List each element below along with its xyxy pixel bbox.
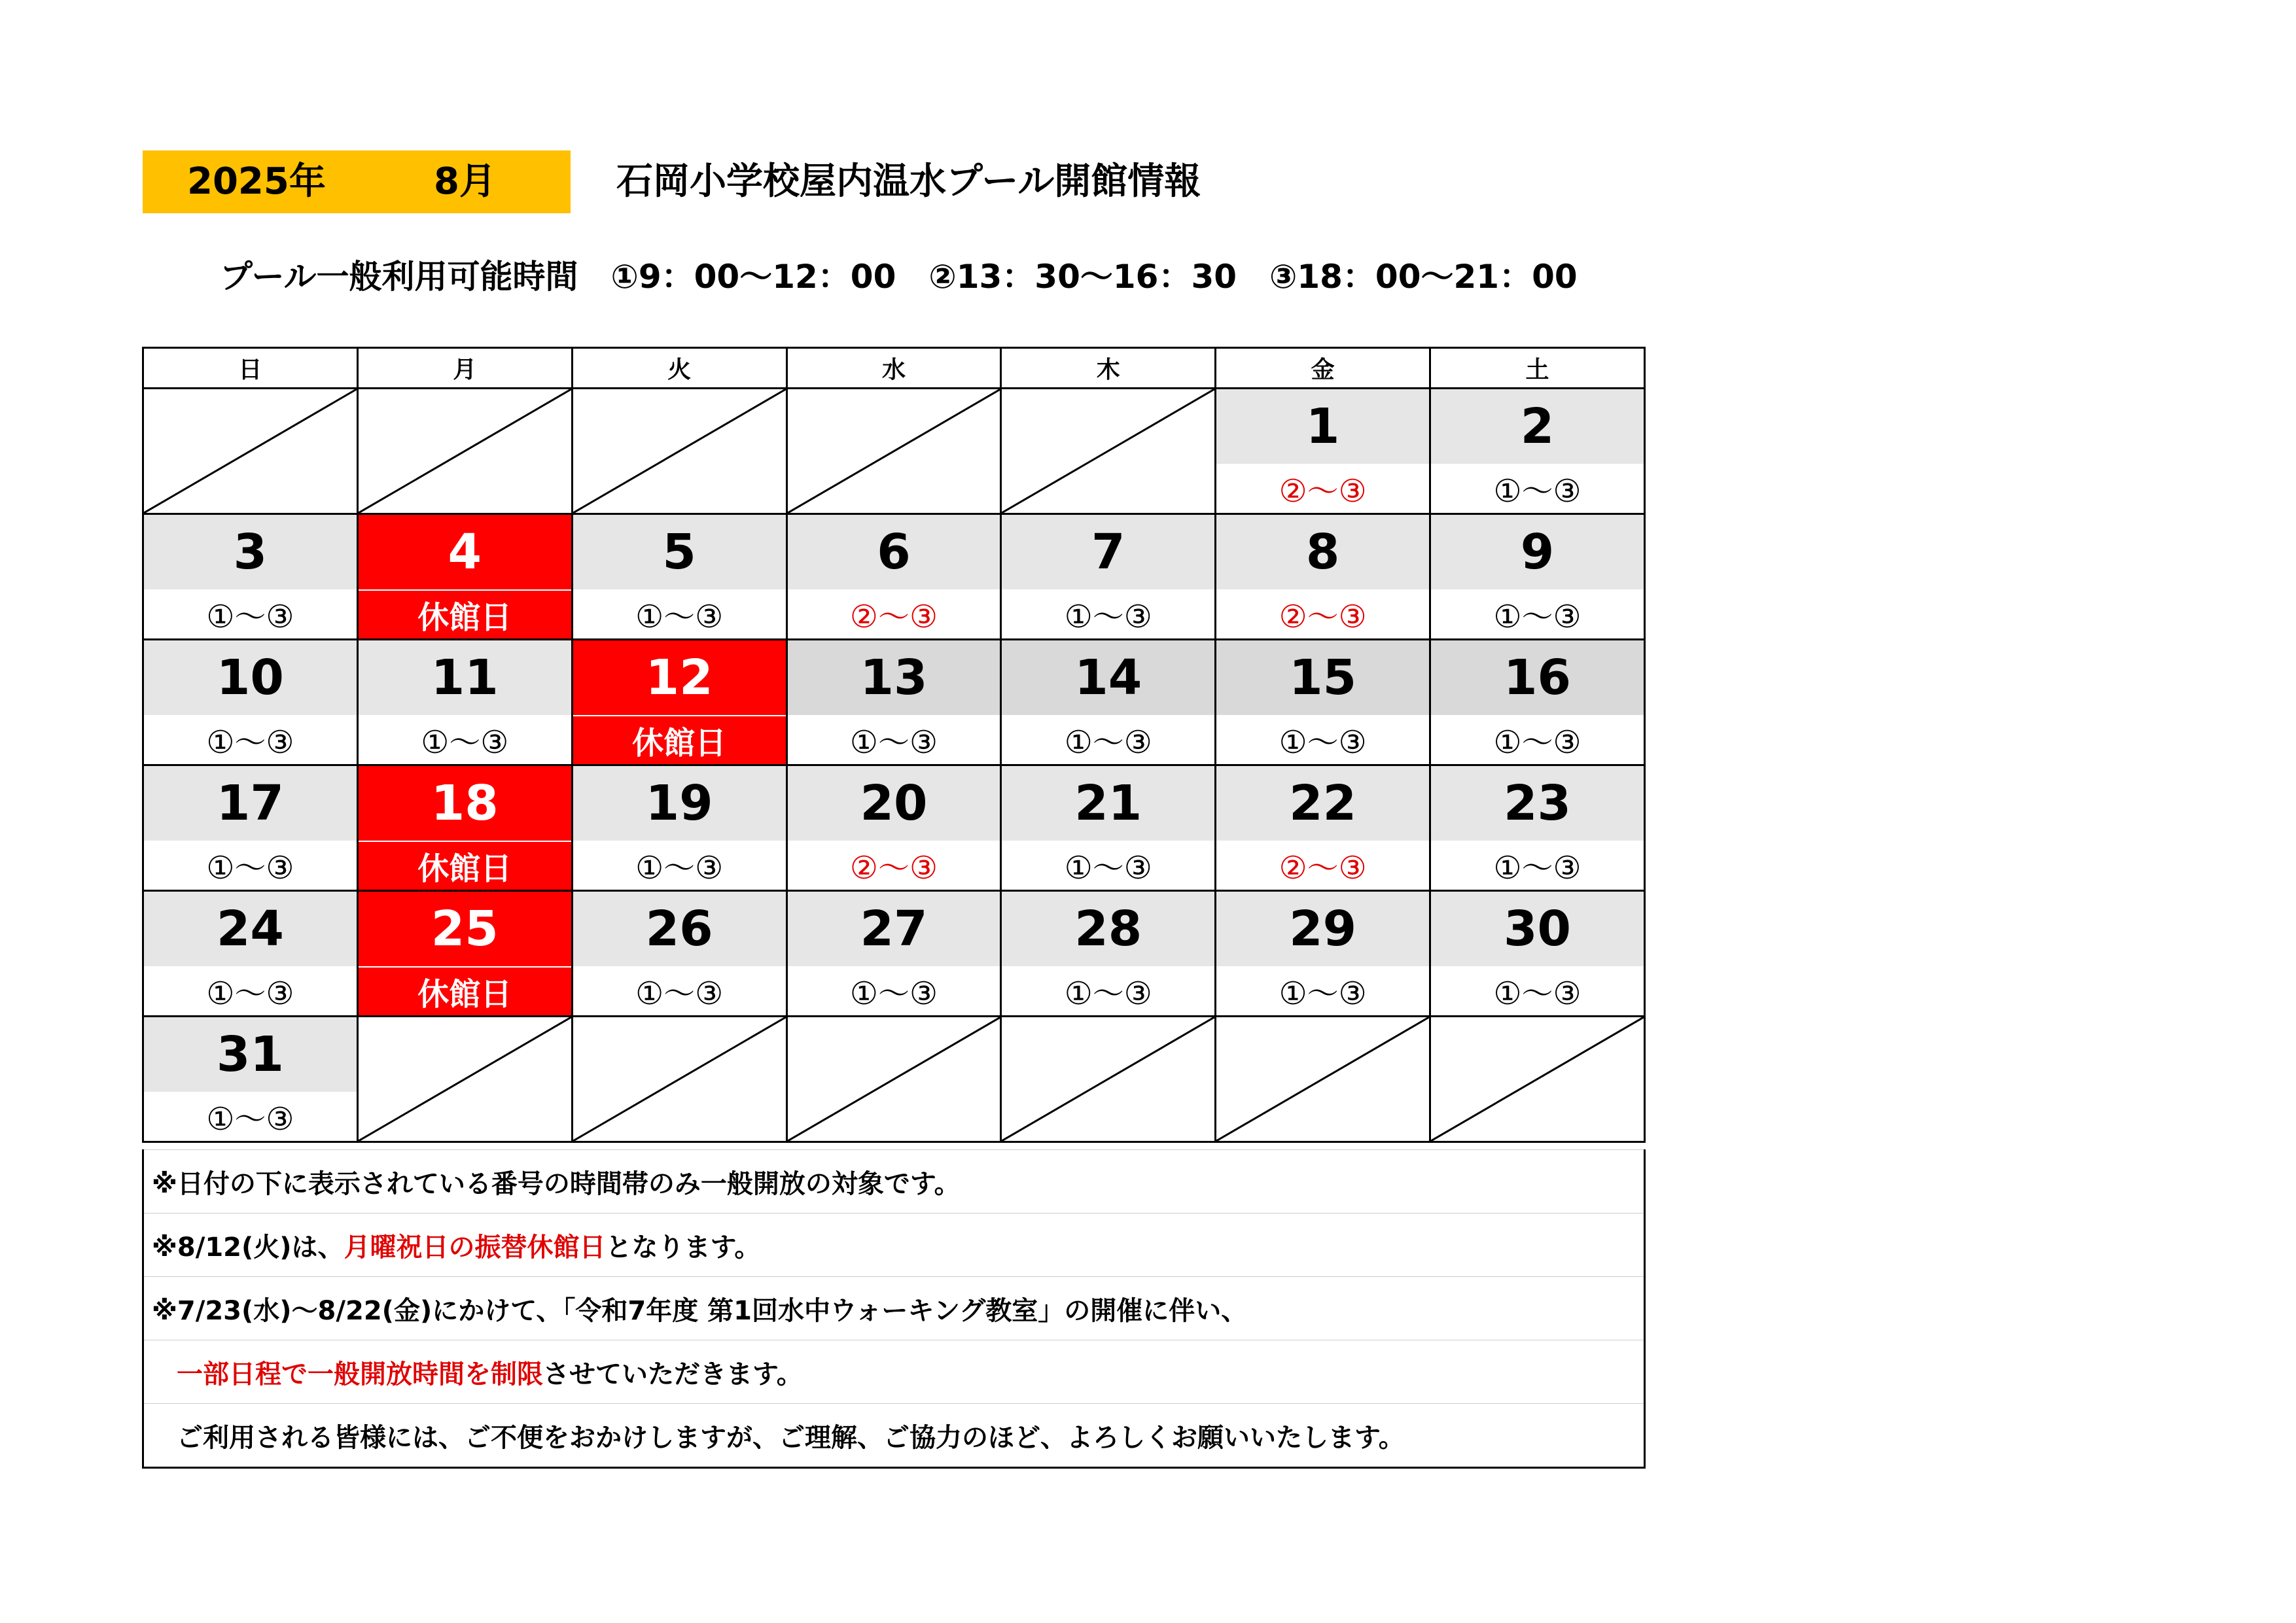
open-time-slots: ①～③ [1493, 724, 1581, 761]
weekday-sun: 日 [143, 348, 358, 389]
month-label: 8月 [434, 160, 496, 203]
day-cell [1216, 765, 1430, 891]
empty-day-slash [1431, 1017, 1644, 1141]
day-number: 18 [359, 766, 571, 842]
empty-day-slash [359, 1017, 571, 1141]
day-box [1431, 766, 1644, 890]
day-box [1216, 515, 1429, 638]
day-box [144, 640, 357, 764]
closed-day-label: 休館日 [573, 716, 786, 764]
empty-day-cell [357, 389, 572, 514]
day-box [1002, 766, 1214, 890]
open-time-slots: ②～③ [1279, 599, 1367, 635]
day-cell [786, 514, 1001, 640]
day-number: 23 [1431, 766, 1644, 841]
day-cell [357, 765, 572, 891]
open-time-slots: ①～③ [635, 975, 724, 1012]
day-number: 2 [1431, 389, 1644, 464]
open-time-slots: ①～③ [206, 850, 294, 886]
day-number: 15 [1216, 640, 1429, 715]
open-time-slots: ②～③ [849, 850, 938, 886]
day-number: 5 [573, 515, 786, 589]
empty-day-cell [1001, 1017, 1216, 1142]
calendar-week-row [143, 640, 1645, 765]
day-cell [1001, 640, 1216, 765]
day-box [573, 515, 786, 638]
day-number: 27 [788, 892, 1000, 966]
note-line-5: ご利用される皆様には、ご不便をおかけしますが、ご理解、ご協力のほど、よろしくお願いいたします。 [143, 1404, 1645, 1468]
day-box [788, 892, 1000, 1015]
day-cell [1430, 891, 1645, 1017]
empty-day-cell [786, 389, 1001, 514]
calendar-week-row [143, 1017, 1645, 1142]
open-time-slots: ①～③ [849, 975, 938, 1012]
day-cell [143, 765, 358, 891]
open-time-slots: ①～③ [206, 599, 294, 635]
day-cell [572, 514, 786, 640]
page-title: 石岡小学校屋内温水プール開館情報 [616, 160, 1201, 203]
day-number: 30 [1431, 892, 1644, 966]
calendar-body [143, 389, 1645, 1142]
open-time-slots: ①～③ [1064, 850, 1152, 886]
day-cell [1216, 514, 1430, 640]
day-number: 25 [359, 892, 571, 968]
empty-day-cell [1430, 1017, 1645, 1142]
day-number: 12 [573, 640, 786, 716]
note-line-3: ※7/23(水)～8/22(金)にかけて、「令和7年度 第1回水中ウォーキング教室」の開催に伴い、 [143, 1277, 1645, 1340]
day-box [1431, 515, 1644, 638]
day-box [573, 640, 786, 764]
note-line-2-highlight: 月曜祝日の振替休館日 [344, 1232, 606, 1263]
weekday-wed: 水 [786, 348, 1001, 389]
empty-day-cell [1216, 1017, 1430, 1142]
empty-day-slash [788, 389, 1000, 513]
day-cell [1216, 640, 1430, 765]
calendar-week-row [143, 891, 1645, 1017]
day-cell [1430, 640, 1645, 765]
day-cell [572, 640, 786, 765]
open-time-slots: ①～③ [635, 599, 724, 635]
open-time-slots: ①～③ [206, 724, 294, 761]
day-cell [1001, 891, 1216, 1017]
day-cell [572, 891, 786, 1017]
weekday-fri: 金 [1216, 348, 1430, 389]
pool-hours: プール一般利用可能時間 ①9：00～12：00 ②13：30～16：30 ③18：00～21：00 [220, 258, 1578, 296]
empty-day-cell [572, 389, 786, 514]
open-time-slots: ①～③ [635, 850, 724, 886]
day-cell [786, 640, 1001, 765]
day-number: 14 [1002, 640, 1214, 715]
day-number: 19 [573, 766, 786, 841]
day-box [359, 640, 571, 764]
day-cell [1430, 389, 1645, 514]
open-time-slots: ①～③ [1493, 975, 1581, 1012]
day-box [1002, 892, 1214, 1015]
closed-day-label: 休館日 [359, 591, 571, 638]
calendar-week-row [143, 765, 1645, 891]
day-box [788, 766, 1000, 890]
day-box [788, 640, 1000, 764]
open-time-slots: ①～③ [1064, 599, 1152, 635]
day-cell [143, 640, 358, 765]
year-month-banner [143, 150, 571, 213]
day-cell [357, 640, 572, 765]
day-cell [1430, 765, 1645, 891]
day-cell [786, 765, 1001, 891]
empty-day-cell [572, 1017, 786, 1142]
day-box [573, 766, 786, 890]
day-number: 13 [788, 640, 1000, 715]
empty-day-slash [1002, 1017, 1214, 1141]
day-number: 31 [144, 1017, 357, 1092]
day-number: 21 [1002, 766, 1214, 841]
day-box [1002, 640, 1214, 764]
open-time-slots: ②～③ [1279, 850, 1367, 886]
day-number: 1 [1216, 389, 1429, 464]
closed-day-label: 休館日 [359, 842, 571, 890]
day-number: 6 [788, 515, 1000, 589]
day-cell [1430, 514, 1645, 640]
day-cell [786, 891, 1001, 1017]
empty-day-cell [143, 389, 358, 514]
open-time-slots: ①～③ [1064, 724, 1152, 761]
day-box [1216, 766, 1429, 890]
day-cell [1216, 891, 1430, 1017]
day-number: 24 [144, 892, 357, 966]
day-box [359, 892, 571, 1015]
day-box [1216, 892, 1429, 1015]
day-cell [1001, 765, 1216, 891]
day-box [144, 892, 357, 1015]
open-time-slots: ①～③ [1493, 473, 1581, 510]
day-number: 8 [1216, 515, 1429, 589]
open-time-slots: ①～③ [206, 975, 294, 1012]
note-line-2 [143, 1213, 1645, 1277]
day-box [144, 1017, 357, 1141]
weekday-thu: 木 [1001, 348, 1216, 389]
day-cell [143, 514, 358, 640]
open-time-slots: ①～③ [1279, 975, 1367, 1012]
empty-day-slash [573, 1017, 786, 1141]
day-number: 9 [1431, 515, 1644, 589]
day-cell [357, 891, 572, 1017]
empty-day-slash [1216, 1017, 1429, 1141]
day-cell [143, 1017, 358, 1142]
open-time-slots: ②～③ [1279, 473, 1367, 510]
note-line-2-post: となります。 [605, 1232, 761, 1263]
notes-table [142, 1149, 1646, 1469]
day-number: 29 [1216, 892, 1429, 966]
empty-day-cell [1001, 389, 1216, 514]
day-cell [143, 891, 358, 1017]
empty-day-slash [1002, 389, 1214, 513]
day-cell [1001, 514, 1216, 640]
open-time-slots: ①～③ [1279, 724, 1367, 761]
day-number: 7 [1002, 515, 1214, 589]
day-box [144, 515, 357, 638]
open-time-slots: ①～③ [1493, 850, 1581, 886]
day-box [573, 892, 786, 1015]
weekday-sat: 土 [1430, 348, 1645, 389]
day-box [1002, 515, 1214, 638]
day-box [1216, 389, 1429, 513]
note-line-4 [143, 1340, 1645, 1404]
empty-day-cell [357, 1017, 572, 1142]
open-time-slots: ①～③ [1493, 599, 1581, 635]
day-number: 20 [788, 766, 1000, 841]
weekday-header-row [143, 348, 1645, 389]
day-box [788, 515, 1000, 638]
day-number: 3 [144, 515, 357, 589]
day-box [1431, 389, 1644, 513]
day-cell [1216, 389, 1430, 514]
day-box [1431, 892, 1644, 1015]
empty-day-slash [359, 389, 571, 513]
day-number: 11 [359, 640, 571, 715]
open-time-slots: ①～③ [1064, 975, 1152, 1012]
day-number: 26 [573, 892, 786, 966]
open-time-slots: ①～③ [849, 724, 938, 761]
day-number: 10 [144, 640, 357, 715]
day-number: 17 [144, 766, 357, 841]
day-box [1216, 640, 1429, 764]
open-time-slots: ②～③ [849, 599, 938, 635]
day-box [359, 515, 571, 638]
empty-day-slash [788, 1017, 1000, 1141]
note-line-4-post: させていただきます。 [543, 1359, 803, 1389]
day-cell [357, 514, 572, 640]
note-line-2-pre: ※8/12(火)は、 [152, 1232, 344, 1263]
day-number: 28 [1002, 892, 1214, 966]
open-time-slots: ①～③ [421, 724, 509, 761]
note-line-1: ※日付の下に表示されている番号の時間帯のみ一般開放の対象です。 [143, 1150, 1645, 1213]
empty-day-cell [786, 1017, 1001, 1142]
year-label: 2025年 [187, 160, 326, 203]
day-number: 22 [1216, 766, 1429, 841]
calendar-table [142, 347, 1646, 1143]
day-number: 16 [1431, 640, 1644, 715]
day-box [1431, 640, 1644, 764]
calendar-week-row [143, 514, 1645, 640]
weekday-mon: 月 [357, 348, 572, 389]
day-box [144, 766, 357, 890]
day-number: 4 [359, 515, 571, 591]
open-time-slots: ①～③ [206, 1101, 294, 1138]
note-line-4-highlight: 一部日程で一般開放時間を制限 [177, 1359, 543, 1389]
weekday-tue: 火 [572, 348, 786, 389]
empty-day-slash [573, 389, 786, 513]
closed-day-label: 休館日 [359, 968, 571, 1015]
day-box [359, 766, 571, 890]
calendar-week-row [143, 389, 1645, 514]
day-cell [572, 765, 786, 891]
empty-day-slash [144, 389, 357, 513]
